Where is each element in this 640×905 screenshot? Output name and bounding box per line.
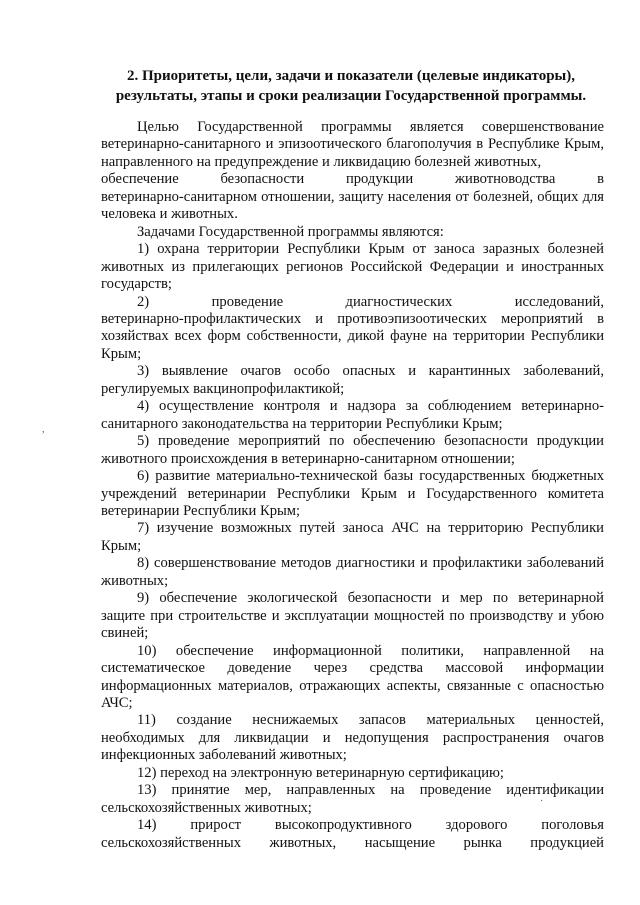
task-item-6: 6) развитие материально-технической базы государственных бюджетных учреждений ветеринарии Республики Крым и Государственного комитета ветеринарии Республики Крым;: [101, 468, 604, 519]
task-item-14-spread-2: сельскохозяйственных животных, насыщение рынка продукцией: [101, 834, 604, 851]
heading-line-2: результаты, этапы и сроки реализации Государственной программы.: [115, 88, 587, 104]
document-body: [101, 119, 604, 852]
task-item-13: 13) принятие мер, направленных на проведение идентификации сельскохозяйственных животных;: [101, 782, 604, 816]
task-item-3: 3) выявление очагов особо опасных и карантинных заболеваний, регулируемых вакцинопрофилактикой;: [101, 363, 604, 397]
task-item-10: 10) обеспечение информационной политики, направленной на систематическое доведение через средства массовой информации информационных материалов, отражающих аспекты, связанные с опасностью АЧС;: [101, 642, 604, 711]
task-item-8: 8) совершенствование методов диагностики и профилактики заболеваний животных;: [101, 555, 604, 589]
goal-paragraph: Целью Государственной программы является совершенствование ветеринарно-санитарного и эпизоотического благополучия в Республике Крым, направленного на предупреждение и ликвидацию болезней животных,: [101, 119, 604, 170]
task-item-2: ветеринарно-профилактических и противоэпизоотических мероприятий в хозяйствах всех форм собственности, дикой фауне на территории Республики Крым;: [101, 310, 604, 362]
task-item-5: 5) проведение мероприятий по обеспечению безопасности продукции животного происхождения в ветеринарно-санитарном отношении;: [101, 433, 604, 467]
tasks-intro: Задачами Государственной программы являются:: [137, 223, 444, 240]
section-heading: [96, 66, 606, 106]
task-item-1: 1) охрана территории Республики Крым от заноса заразных болезней животных из прилегающих регионов Российской Федерации и иностранных государств;: [101, 241, 604, 293]
task-item-9: 9) обеспечение экологической безопасности и мер по ветеринарной защите при строительстве и эксплуатации мощностей по производству и убою свиней;: [101, 590, 604, 642]
task-item-4: 4) осуществление контроля и надзора за соблюдением ветеринарно-санитарного законодательства на территории Республики Крым;: [101, 398, 604, 432]
task-item-7: 7) изучение возможных путей заноса АЧС на территорию Республики Крым;: [101, 520, 604, 554]
task-item-2-spread: 2) проведение диагностических исследований,: [137, 293, 604, 310]
heading-line-1: 2. Приоритеты, цели, задачи и показатели (целевые индикаторы),: [127, 68, 575, 84]
scan-speck: ,: [42, 424, 45, 435]
goal-line-spread: обеспечение безопасности продукции животноводства в: [101, 171, 604, 188]
task-item-12: 12) переход на электронную ветеринарную сертификацию;: [137, 764, 504, 781]
task-item-11: 11) создание неснижаемых запасов материальных ценностей, необходимых для ликвидации и недопущения распространения очагов инфекционных заболеваний животных;: [101, 712, 604, 764]
goal-paragraph-end: ветеринарно-санитарном отношении, защиту населения от болезней, общих для человека и животных.: [101, 188, 604, 223]
scan-dot: ·: [540, 796, 544, 807]
task-item-14-spread: 14) прирост высокопродуктивного здорового поголовья: [137, 817, 604, 834]
